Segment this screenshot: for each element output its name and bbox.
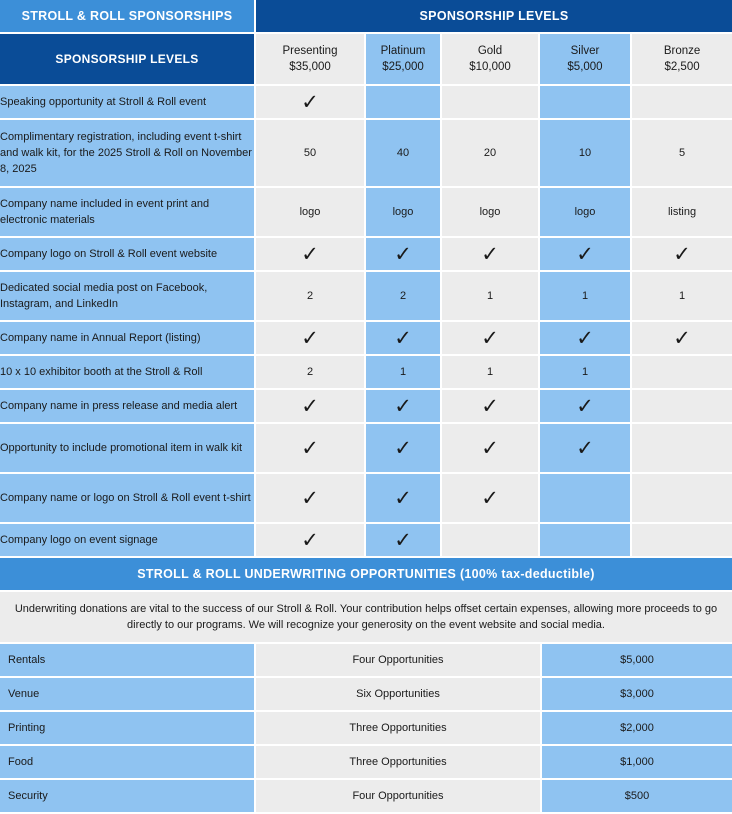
checkmark-icon: ✓ — [301, 242, 319, 266]
benefit-row — [0, 322, 732, 356]
benefit-row — [0, 390, 732, 424]
benefit-value-gold — [442, 86, 540, 120]
underwriting-name: Security — [0, 780, 256, 814]
benefit-value-gold: logo — [442, 188, 540, 238]
benefit-row — [0, 356, 732, 390]
underwriting-row — [0, 644, 732, 678]
benefit-value-presenting: 2 — [256, 356, 366, 390]
benefit-label: Company logo on event signage — [0, 524, 256, 558]
header-row — [0, 0, 732, 34]
checkmark-icon: ✓ — [394, 326, 412, 350]
checkmark-icon: ✓ — [673, 242, 691, 266]
level-platinum: Platinum $25,000 — [366, 34, 442, 86]
checkmark-icon: ✓ — [301, 528, 319, 552]
benefit-row — [0, 188, 732, 238]
benefit-value-silver: 10 — [540, 120, 632, 188]
benefit-value-bronze — [632, 322, 732, 356]
benefit-value-platinum — [366, 524, 442, 558]
underwriting-opportunities: Four Opportunities — [256, 780, 542, 814]
benefit-value-bronze: 5 — [632, 120, 732, 188]
benefit-row — [0, 238, 732, 272]
benefit-label: Speaking opportunity at Stroll & Roll event — [0, 86, 256, 120]
level-bronze: Bronze $2,500 — [632, 34, 732, 86]
level-silver: Silver $5,000 — [540, 34, 632, 86]
checkmark-icon: ✓ — [481, 242, 499, 266]
underwriting-price: $5,000 — [542, 644, 732, 678]
benefit-value-gold: 20 — [442, 120, 540, 188]
benefit-value-bronze — [632, 524, 732, 558]
benefit-row — [0, 524, 732, 558]
benefit-value-bronze — [632, 390, 732, 424]
checkmark-icon: ✓ — [481, 326, 499, 350]
benefit-value-gold — [442, 238, 540, 272]
checkmark-icon: ✓ — [576, 242, 594, 266]
underwriting-row — [0, 678, 732, 712]
benefit-value-gold — [442, 524, 540, 558]
benefit-row — [0, 272, 732, 322]
underwriting-row — [0, 780, 732, 814]
benefit-value-presenting: 2 — [256, 272, 366, 322]
checkmark-icon: ✓ — [394, 528, 412, 552]
checkmark-icon: ✓ — [394, 486, 412, 510]
underwriting-table — [0, 644, 732, 814]
underwriting-row — [0, 712, 732, 746]
checkmark-icon: ✓ — [576, 326, 594, 350]
underwriting-row — [0, 746, 732, 780]
benefit-value-bronze: listing — [632, 188, 732, 238]
underwriting-name: Food — [0, 746, 256, 780]
benefit-value-platinum — [366, 390, 442, 424]
underwriting-price: $3,000 — [542, 678, 732, 712]
level-gold: Gold $10,000 — [442, 34, 540, 86]
benefit-value-platinum: logo — [366, 188, 442, 238]
benefit-value-platinum: 1 — [366, 356, 442, 390]
benefit-label: 10 x 10 exhibitor booth at the Stroll & Roll — [0, 356, 256, 390]
benefit-value-platinum — [366, 238, 442, 272]
underwriting-name: Rentals — [0, 644, 256, 678]
benefit-value-silver — [540, 238, 632, 272]
sponsorships-title: STROLL & ROLL SPONSORSHIPS — [0, 0, 256, 34]
benefit-value-presenting — [256, 474, 366, 524]
benefit-value-silver: 1 — [540, 272, 632, 322]
benefit-label: Company name included in event print and electronic materials — [0, 188, 256, 238]
levels-title: SPONSORSHIP LEVELS — [256, 0, 732, 34]
checkmark-icon: ✓ — [394, 242, 412, 266]
levels-label: SPONSORSHIP LEVELS — [0, 34, 256, 86]
benefit-value-gold — [442, 424, 540, 474]
underwriting-opportunities: Three Opportunities — [256, 746, 542, 780]
underwriting-description: Underwriting donations are vital to the success of our Stroll & Roll. Your contribution helps offset certain expenses, allowing more proceeds to go directly to our programs. We will recognize your generosity on the event website and social media. — [0, 592, 732, 644]
benefit-value-bronze — [632, 238, 732, 272]
checkmark-icon: ✓ — [576, 436, 594, 460]
benefit-value-presenting — [256, 524, 366, 558]
benefit-row — [0, 86, 732, 120]
benefit-value-silver: logo — [540, 188, 632, 238]
benefit-value-silver — [540, 390, 632, 424]
checkmark-icon: ✓ — [301, 326, 319, 350]
benefit-value-bronze — [632, 356, 732, 390]
checkmark-icon: ✓ — [394, 436, 412, 460]
benefit-row — [0, 424, 732, 474]
benefit-row — [0, 120, 732, 188]
benefit-label: Company name in Annual Report (listing) — [0, 322, 256, 356]
benefit-value-bronze — [632, 424, 732, 474]
benefit-value-presenting — [256, 390, 366, 424]
checkmark-icon: ✓ — [301, 90, 319, 114]
benefit-value-gold — [442, 322, 540, 356]
benefit-value-platinum — [366, 424, 442, 474]
checkmark-icon: ✓ — [301, 394, 319, 418]
benefit-value-presenting — [256, 424, 366, 474]
benefit-value-presenting — [256, 86, 366, 120]
benefit-label: Dedicated social media post on Facebook, Instagram, and LinkedIn — [0, 272, 256, 322]
benefit-value-silver — [540, 86, 632, 120]
benefit-value-silver — [540, 424, 632, 474]
benefit-value-presenting: logo — [256, 188, 366, 238]
benefit-value-gold — [442, 390, 540, 424]
benefit-row — [0, 474, 732, 524]
benefit-value-platinum — [366, 474, 442, 524]
levels-row — [0, 34, 732, 86]
checkmark-icon: ✓ — [673, 326, 691, 350]
underwriting-price: $1,000 — [542, 746, 732, 780]
benefit-value-gold: 1 — [442, 272, 540, 322]
benefit-value-bronze — [632, 86, 732, 120]
benefit-value-silver — [540, 474, 632, 524]
benefit-value-gold: 1 — [442, 356, 540, 390]
benefit-label: Company logo on Stroll & Roll event website — [0, 238, 256, 272]
underwriting-name: Venue — [0, 678, 256, 712]
benefit-value-silver — [540, 322, 632, 356]
benefit-value-platinum: 2 — [366, 272, 442, 322]
benefit-value-platinum: 40 — [366, 120, 442, 188]
benefit-label: Opportunity to include promotional item in walk kit — [0, 424, 256, 474]
underwriting-price: $2,000 — [542, 712, 732, 746]
benefit-value-gold — [442, 474, 540, 524]
benefit-value-platinum — [366, 322, 442, 356]
benefit-value-presenting: 50 — [256, 120, 366, 188]
underwriting-opportunities: Four Opportunities — [256, 644, 542, 678]
benefit-label: Complimentary registration, including event t-shirt and walk kit, for the 2025 Stroll & Roll on November 8, 2025 — [0, 120, 256, 188]
level-presenting: Presenting $35,000 — [256, 34, 366, 86]
underwriting-opportunities: Six Opportunities — [256, 678, 542, 712]
benefit-value-bronze — [632, 474, 732, 524]
checkmark-icon: ✓ — [481, 486, 499, 510]
benefit-value-presenting — [256, 238, 366, 272]
benefit-value-bronze: 1 — [632, 272, 732, 322]
underwriting-opportunities: Three Opportunities — [256, 712, 542, 746]
benefit-label: Company name or logo on Stroll & Roll event t-shirt — [0, 474, 256, 524]
benefit-value-silver: 1 — [540, 356, 632, 390]
checkmark-icon: ✓ — [301, 486, 319, 510]
checkmark-icon: ✓ — [481, 394, 499, 418]
benefit-value-presenting — [256, 322, 366, 356]
benefit-label: Company name in press release and media alert — [0, 390, 256, 424]
underwriting-price: $500 — [542, 780, 732, 814]
benefit-value-silver — [540, 524, 632, 558]
underwriting-name: Printing — [0, 712, 256, 746]
benefit-value-platinum — [366, 86, 442, 120]
underwriting-title: STROLL & ROLL UNDERWRITING OPPORTUNITIES (100% tax-deductible) — [0, 558, 732, 592]
checkmark-icon: ✓ — [481, 436, 499, 460]
checkmark-icon: ✓ — [576, 394, 594, 418]
checkmark-icon: ✓ — [301, 436, 319, 460]
checkmark-icon: ✓ — [394, 394, 412, 418]
